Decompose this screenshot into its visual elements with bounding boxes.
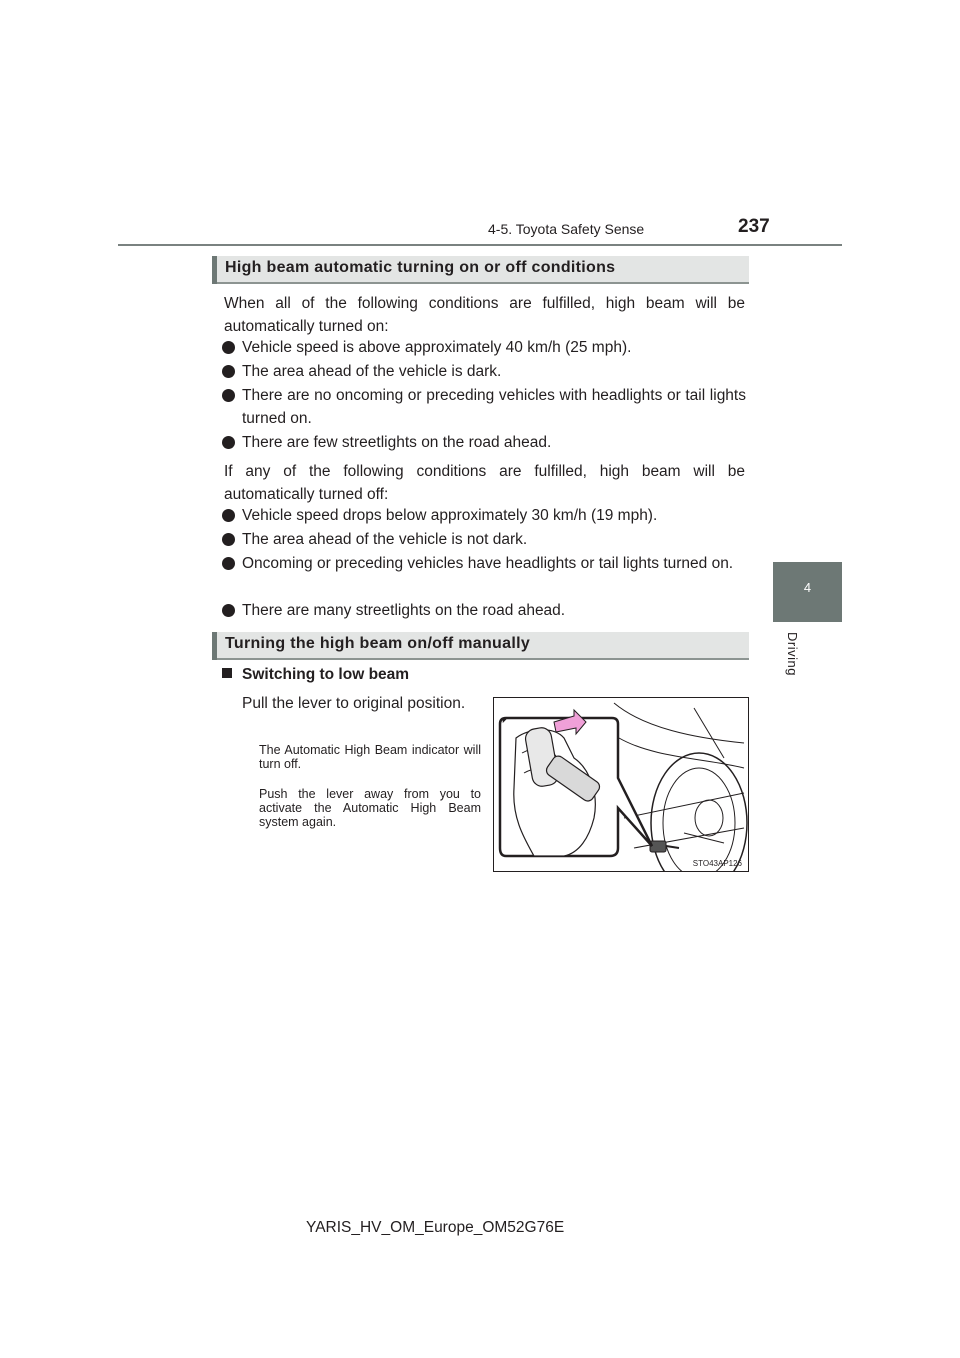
list-item-text: There are many streetlights on the road ahead. (242, 602, 566, 619)
note-reactivate: Push the lever away from you to activate the Automatic High Beam system again. (259, 787, 481, 829)
intro-turn-off: If any of the following conditions are fulfilled, high beam will be automatically turned off: (224, 463, 745, 503)
list-item-text: The area ahead of the vehicle is not dark. (242, 531, 528, 548)
list-item-text: Vehicle speed drops below approximately 30 km/h (19 mph). (242, 507, 658, 524)
section-heading-auto-conditions (212, 256, 749, 284)
bullet-icon (222, 389, 235, 402)
chapter-label-text: Driving (785, 632, 800, 676)
page-number: 237 (738, 216, 770, 237)
bullet-icon (222, 604, 235, 617)
intro-turn-on: When all of the following conditions are fulfilled, high beam will be automatically turned on: (224, 295, 745, 335)
section-heading-text: High beam automatic turning on or off conditions (225, 259, 616, 276)
list-item-text: There are no oncoming or preceding vehicles with headlights or tail lights turned on. (242, 387, 746, 427)
header-rule (118, 244, 842, 246)
list-item (222, 384, 746, 430)
list-item (222, 431, 746, 454)
steering-wheel-shape (651, 753, 747, 872)
list-item (222, 528, 746, 551)
list-item (222, 360, 746, 383)
bullet-icon (222, 533, 235, 546)
instruction-text: Pull the lever to original position. (242, 695, 466, 712)
list-item (222, 504, 746, 527)
note-indicator-off: The Automatic High Beam indicator will turn off. (259, 743, 481, 771)
figure-code: STO43AP126 (692, 859, 742, 868)
subheading-low-beam (222, 666, 409, 684)
running-header-section: 4-5. Toyota Safety Sense (488, 221, 645, 237)
bullet-icon (222, 557, 235, 570)
chapter-number: 4 (803, 580, 812, 595)
document-code: YARIS_HV_OM_Europe_OM52G76E (306, 1219, 565, 1236)
section-heading-manual (212, 632, 749, 660)
subheading-text: Switching to low beam (242, 666, 410, 683)
bullet-icon (222, 509, 235, 522)
lever-illustration (493, 697, 749, 872)
chapter-label (774, 632, 814, 692)
list-item-text: There are few streetlights on the road ahead. (242, 434, 552, 451)
steering-lever-drawing (494, 698, 749, 872)
list-item (222, 552, 746, 575)
list-item (222, 336, 746, 359)
bullet-icon (222, 341, 235, 354)
square-bullet-icon (222, 668, 232, 678)
list-item-text: Oncoming or preceding vehicles have headlights or tail lights turned on. (242, 555, 734, 572)
bullet-icon (222, 365, 235, 378)
bullet-icon (222, 436, 235, 449)
chapter-tab (773, 562, 842, 622)
list-item (222, 599, 746, 622)
list-item-text: Vehicle speed is above approximately 40 km/h (25 mph). (242, 339, 632, 356)
section-heading-text: Turning the high beam on/off manually (225, 635, 531, 652)
list-item-text: The area ahead of the vehicle is dark. (242, 363, 502, 380)
